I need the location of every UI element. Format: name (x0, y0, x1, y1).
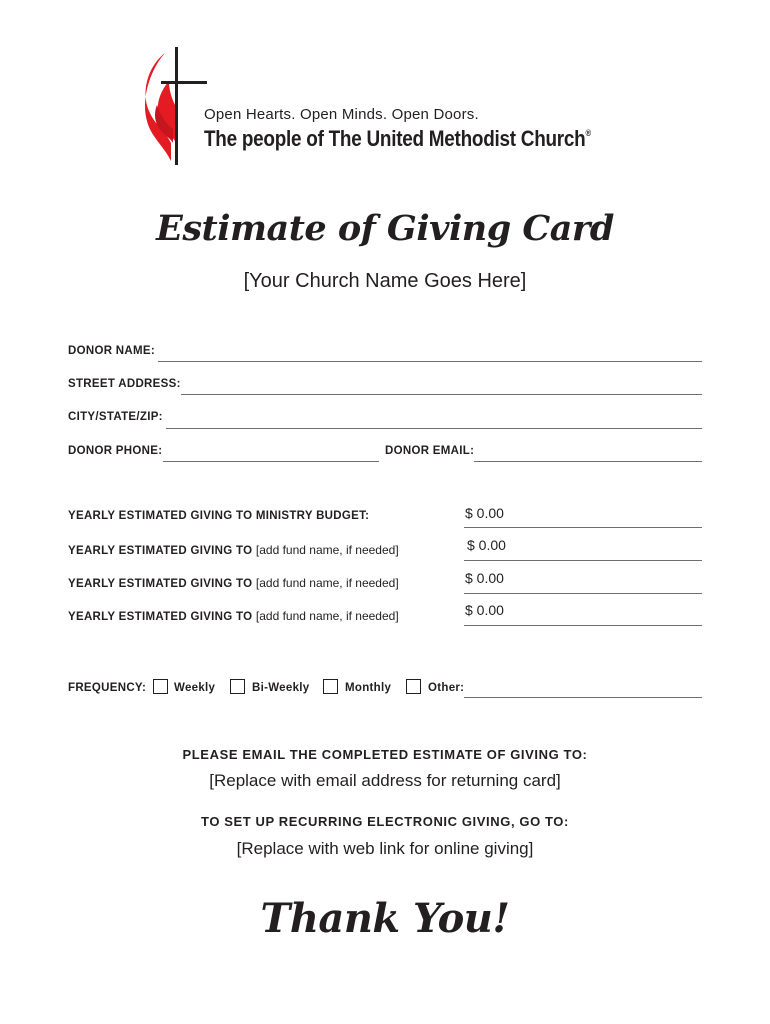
monthly-option-label: Monthly (345, 682, 392, 694)
monthly-checkbox[interactable] (323, 679, 338, 694)
other-checkbox[interactable] (406, 679, 421, 694)
giving-row-label-text: YEARLY ESTIMATED GIVING TO (68, 545, 253, 557)
giving-amount-field[interactable] (464, 527, 702, 528)
giving-row-label: YEARLY ESTIMATED GIVING TO MINISTRY BUDGET: (68, 510, 370, 522)
fund-name-placeholder: [add fund name, if needed] (255, 576, 399, 590)
online-giving-link-placeholder: [Replace with web link for online giving] (236, 839, 534, 858)
giving-amount[interactable]: $ 0.00 (465, 505, 504, 521)
church-name: [Your Church Name Goes Here] (243, 270, 527, 292)
giving-amount-field[interactable] (464, 625, 702, 626)
donor-name-label: DONOR NAME: (68, 345, 155, 357)
giving-amount-field[interactable] (464, 560, 702, 561)
donor-phone-field[interactable] (163, 461, 379, 462)
return-email-placeholder: [Replace with email address for returning card] (209, 771, 561, 790)
giving-amount[interactable]: $ 0.00 (465, 570, 504, 586)
tagline: Open Hearts. Open Minds. Open Doors. (204, 106, 479, 123)
church-title-text: The people of The United Methodist Church (204, 126, 586, 151)
frequency-label: FREQUENCY: (68, 682, 147, 694)
card-title: Estimate of Giving Card (156, 208, 614, 249)
street-address-field[interactable] (181, 394, 702, 395)
other-frequency-field[interactable] (464, 697, 702, 698)
donor-phone-label: DONOR PHONE: (68, 445, 163, 457)
fund-name-placeholder: [add fund name, if needed] (255, 609, 399, 623)
giving-row-label (68, 576, 399, 590)
donor-name-field[interactable] (158, 361, 702, 362)
giving-row-label (68, 609, 399, 623)
email-instructions-heading: PLEASE EMAIL THE COMPLETED ESTIMATE OF GIVING TO: (182, 747, 588, 762)
registered-mark: ® (585, 128, 591, 138)
other-option-label: Other: (428, 682, 465, 694)
city-state-zip-label: CITY/STATE/ZIP: (68, 411, 163, 423)
giving-amount[interactable]: $ 0.00 (467, 537, 506, 553)
donor-email-field[interactable] (474, 461, 702, 462)
giving-row-label-text: YEARLY ESTIMATED GIVING TO (68, 578, 253, 590)
electronic-giving-heading: TO SET UP RECURRING ELECTRONIC GIVING, GO TO: (201, 814, 569, 829)
weekly-option-label: Weekly (174, 682, 216, 694)
giving-amount-field[interactable] (464, 593, 702, 594)
giving-row-label (68, 543, 399, 557)
donor-email-label: DONOR EMAIL: (385, 445, 475, 457)
bi-weekly-checkbox[interactable] (230, 679, 245, 694)
street-address-label: STREET ADDRESS: (68, 378, 181, 390)
city-state-zip-field[interactable] (166, 428, 702, 429)
giving-amount[interactable]: $ 0.00 (465, 602, 504, 618)
fund-name-placeholder: [add fund name, if needed] (255, 543, 399, 557)
thank-you-heading: Thank You! (260, 895, 510, 942)
weekly-checkbox[interactable] (153, 679, 168, 694)
giving-row-label-text: YEARLY ESTIMATED GIVING TO (68, 611, 253, 623)
cross-and-flame-icon (143, 45, 209, 167)
bi-weekly-option-label: Bi-Weekly (252, 682, 310, 694)
church-title (204, 126, 591, 152)
